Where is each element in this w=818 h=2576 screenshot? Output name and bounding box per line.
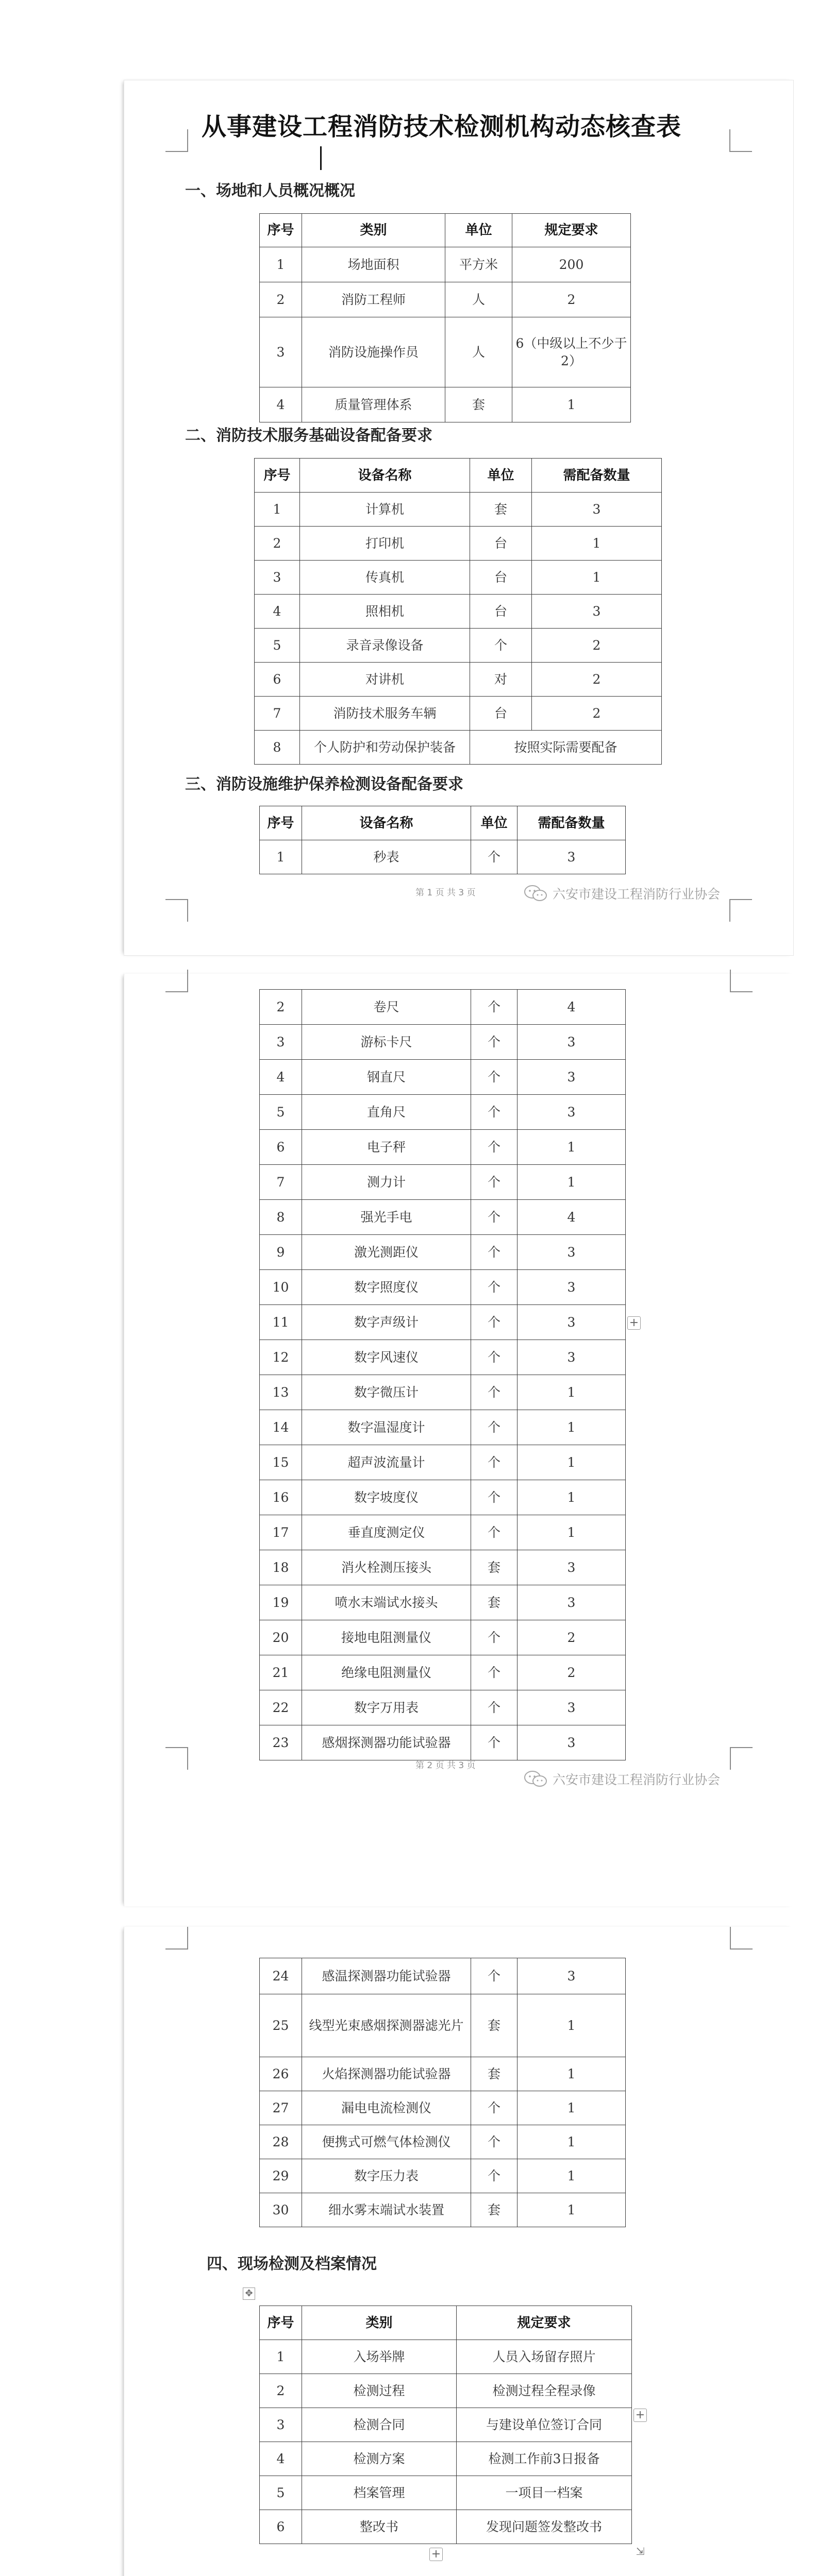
- column-header: 序号: [260, 2306, 302, 2340]
- table-cell: 14: [260, 1410, 302, 1445]
- crop-mark: [730, 1747, 753, 1770]
- table-cell: 3: [517, 1095, 626, 1130]
- table-cell: 个: [471, 1725, 517, 1760]
- site-inspection-table: [259, 2306, 632, 2544]
- table-cell: 16: [260, 1480, 302, 1515]
- table-cell: 套: [445, 387, 512, 422]
- table-cell: 200: [512, 247, 631, 282]
- table-cell: 4: [255, 595, 300, 629]
- table-cell: 10: [260, 1270, 302, 1305]
- table-row: [260, 2193, 626, 2227]
- table-cell: 个: [470, 629, 532, 663]
- table-cell: 卷尺: [302, 990, 471, 1025]
- table-row: [260, 1165, 626, 1200]
- watermark-text: 六安市建设工程消防行业协会: [553, 1772, 721, 1787]
- table-row: [260, 387, 631, 422]
- table-cell: 线型光束感烟探测器滤光片: [302, 1994, 471, 2057]
- table-cell: 3: [517, 840, 626, 874]
- page-number: 第 2 页 共 3 页: [415, 1760, 476, 1771]
- table-cell: 4: [260, 387, 302, 422]
- section-heading-3: 三、消防设施维护保养检测设备配备要求: [185, 775, 463, 793]
- table-cell: 5: [255, 629, 300, 663]
- table-row: [260, 1480, 626, 1515]
- page-3: [124, 1927, 794, 2576]
- table-cell: 3: [517, 1340, 626, 1375]
- watermark: [524, 1770, 720, 1788]
- table-cell: 15: [260, 1445, 302, 1480]
- column-header: 类别: [302, 214, 445, 247]
- table-cell: 人员入场留存照片: [457, 2340, 632, 2374]
- table-cell: 1: [512, 387, 631, 422]
- table-cell: 个: [471, 1130, 517, 1165]
- inspection-equipment-table-part3: [259, 1958, 626, 2227]
- column-header: 需配备数量: [517, 806, 626, 840]
- table-row: [260, 1340, 626, 1375]
- table-cell: 消防设施操作员: [302, 317, 445, 387]
- table-cell: 个: [471, 990, 517, 1025]
- table-cell: 3: [260, 317, 302, 387]
- table-header-row: [255, 459, 662, 493]
- table-row: [260, 2340, 632, 2374]
- table-cell: 3: [517, 1550, 626, 1585]
- table-cell: 漏电电流检测仪: [302, 2091, 471, 2125]
- table-cell: 1: [260, 840, 302, 874]
- table-cell: 套: [471, 1585, 517, 1620]
- wechat-icon: [524, 885, 547, 902]
- watermark: [524, 884, 720, 903]
- page-1: [124, 80, 794, 956]
- table-row: [260, 2159, 626, 2193]
- table-cell: 2: [512, 282, 631, 317]
- column-header: 序号: [255, 459, 300, 493]
- table-cell: 4: [260, 1060, 302, 1095]
- table-cell: 26: [260, 2057, 302, 2091]
- table-cell: 1: [255, 493, 300, 527]
- crop-mark: [165, 899, 188, 922]
- crop-mark: [729, 129, 752, 152]
- table-row: [260, 1690, 626, 1725]
- crop-mark: [165, 1747, 188, 1770]
- crop-mark: [165, 129, 188, 152]
- table-row: [260, 1305, 626, 1340]
- table-cell: 消火栓测压接头: [302, 1550, 471, 1585]
- table-cell: 个: [471, 1305, 517, 1340]
- table-cell: 对: [470, 663, 532, 697]
- table-cell: 个: [471, 1270, 517, 1305]
- crop-mark: [730, 970, 753, 992]
- table-cell: 检测过程全程录像: [457, 2374, 632, 2408]
- table-cell: 个: [471, 1165, 517, 1200]
- table-row: [255, 663, 662, 697]
- table-cell: 个: [471, 1620, 517, 1655]
- table-cell: 6: [260, 1130, 302, 1165]
- crop-mark: [165, 970, 188, 992]
- table-cell: 质量管理体系: [302, 387, 445, 422]
- column-header: 单位: [471, 806, 517, 840]
- table-cell: 1: [517, 1994, 626, 2057]
- table-cell: 11: [260, 1305, 302, 1340]
- table-cell: 个: [471, 1235, 517, 1270]
- table-cell: 数字温湿度计: [302, 1410, 471, 1445]
- table-cell: 数字坡度仪: [302, 1480, 471, 1515]
- table-cell: 1: [517, 2159, 626, 2193]
- table-cell: 台: [470, 527, 532, 561]
- table-cell: 12: [260, 1340, 302, 1375]
- table-move-handle[interactable]: [243, 2287, 255, 2300]
- section-heading-1: 一、场地和人员概况概况: [185, 182, 355, 200]
- table-cell: 1: [260, 2340, 302, 2374]
- table-row: [260, 1200, 626, 1235]
- inspection-equipment-table-part1: [259, 806, 626, 874]
- table-cell: 数字风速仪: [302, 1340, 471, 1375]
- table-row: [260, 2374, 632, 2408]
- table-cell: 6: [260, 2510, 302, 2544]
- table-cell: 打印机: [300, 527, 470, 561]
- crop-mark: [165, 1927, 188, 1950]
- table-cell: 秒表: [302, 840, 471, 874]
- table-cell: 4: [517, 1200, 626, 1235]
- table-cell: 24: [260, 1958, 302, 1994]
- table-cell: 喷水末端试水接头: [302, 1585, 471, 1620]
- column-header: 规定要求: [512, 214, 631, 247]
- table-cell: 2: [260, 990, 302, 1025]
- table-cell: 发现问题签发整改书: [457, 2510, 632, 2544]
- section-heading-4: 四、现场检测及档案情况: [207, 2255, 377, 2273]
- table-cell: 2: [517, 1655, 626, 1690]
- table-row: [260, 2442, 632, 2476]
- page-2: [124, 974, 794, 1906]
- table-cell: 个: [471, 1480, 517, 1515]
- basic-equipment-table: [254, 458, 662, 765]
- table-cell: 1: [517, 1375, 626, 1410]
- table-row: [260, 1655, 626, 1690]
- watermark-text: 六安市建设工程消防行业协会: [553, 887, 721, 902]
- table-cell: 数字微压计: [302, 1375, 471, 1410]
- table-cell: 感温探测器功能试验器: [302, 1958, 471, 1994]
- table-cell: 数字声级计: [302, 1305, 471, 1340]
- table-cell: 一项目一档案: [457, 2476, 632, 2510]
- table-cell: 22: [260, 1690, 302, 1725]
- table-cell: 检测方案: [302, 2442, 457, 2476]
- table-cell: 3: [517, 1235, 626, 1270]
- table-cell: 游标卡尺: [302, 1025, 471, 1060]
- table-row: [260, 1958, 626, 1994]
- table-cell: 1: [517, 1480, 626, 1515]
- table-row: [260, 1585, 626, 1620]
- column-header: 单位: [445, 214, 512, 247]
- table-cell: 与建设单位签订合同: [457, 2408, 632, 2442]
- table-cell: 3: [532, 595, 662, 629]
- table-cell: 接地电阻测量仪: [302, 1620, 471, 1655]
- table-row: [260, 1060, 626, 1095]
- document-title: 从事建设工程消防技术检测机构动态核查表: [202, 112, 682, 141]
- table-row: [255, 629, 662, 663]
- table-cell: 6: [255, 663, 300, 697]
- table-cell: 7: [260, 1165, 302, 1200]
- table-cell: 场地面积: [302, 247, 445, 282]
- table-row: [255, 561, 662, 595]
- table-cell: 13: [260, 1375, 302, 1410]
- table-row: [260, 282, 631, 317]
- table-row: [255, 697, 662, 731]
- table-cell: 个: [471, 840, 517, 874]
- table-row: [260, 1445, 626, 1480]
- column-header: 规定要求: [457, 2306, 632, 2340]
- site-personnel-table: [259, 213, 631, 422]
- table-cell: 对讲机: [300, 663, 470, 697]
- table-cell: 检测过程: [302, 2374, 457, 2408]
- table-cell: 消防工程师: [302, 282, 445, 317]
- table-row: [260, 840, 626, 874]
- table-row: [260, 1025, 626, 1060]
- table-cell: 25: [260, 1994, 302, 2057]
- table-cell: 个: [471, 1025, 517, 1060]
- table-cell: 电子秤: [302, 1130, 471, 1165]
- table-row: [260, 1095, 626, 1130]
- table-row: [260, 2476, 632, 2510]
- table-cell: 整改书: [302, 2510, 457, 2544]
- page-number: 第 1 页 共 3 页: [415, 888, 476, 898]
- table-cell: 入场举牌: [302, 2340, 457, 2374]
- table-row: [255, 595, 662, 629]
- table-cell: 2: [532, 663, 662, 697]
- column-header: 单位: [470, 459, 532, 493]
- add-column-button[interactable]: +: [627, 1316, 641, 1330]
- table-cell: 个: [471, 1375, 517, 1410]
- table-cell: 台: [470, 595, 532, 629]
- table-row: [260, 1410, 626, 1445]
- table-cell: 检测工作前3日报备: [457, 2442, 632, 2476]
- table-cell: 1: [517, 1410, 626, 1445]
- text-cursor: [320, 146, 322, 170]
- table-cell: 录音录像设备: [300, 629, 470, 663]
- table-cell: 6（中级以上不少于2）: [512, 317, 631, 387]
- table-row: [260, 2057, 626, 2091]
- table-cell: 20: [260, 1620, 302, 1655]
- table-cell: 3: [260, 1025, 302, 1060]
- table-cell: 3: [517, 1270, 626, 1305]
- table-row: [260, 2510, 632, 2544]
- crop-mark: [729, 899, 752, 922]
- inspection-equipment-table-part2: [259, 989, 626, 1760]
- table-row: [260, 1270, 626, 1305]
- table-cell: 8: [260, 1200, 302, 1235]
- table-row: [260, 1235, 626, 1270]
- table-cell: 照相机: [300, 595, 470, 629]
- table-cell: 4: [517, 990, 626, 1025]
- table-row: [255, 527, 662, 561]
- table-row: [260, 1550, 626, 1585]
- table-row: [260, 1515, 626, 1550]
- table-cell: 1: [517, 1165, 626, 1200]
- table-cell: 个: [471, 1958, 517, 1994]
- table-cell: 个: [471, 2125, 517, 2159]
- table-cell: 2: [260, 282, 302, 317]
- table-cell: 计算机: [300, 493, 470, 527]
- table-cell: 套: [471, 1550, 517, 1585]
- table-cell: 个: [471, 1515, 517, 1550]
- table-row: [260, 990, 626, 1025]
- column-header: 设备名称: [300, 459, 470, 493]
- table-cell: 7: [255, 697, 300, 731]
- table-cell: 3: [517, 1958, 626, 1994]
- table-cell: 套: [471, 2057, 517, 2091]
- table-row: [260, 247, 631, 282]
- table-cell: 个: [471, 1200, 517, 1235]
- table-cell: 个: [471, 1095, 517, 1130]
- table-cell: 人: [445, 317, 512, 387]
- crop-mark: [730, 1927, 753, 1950]
- table-cell: 钢直尺: [302, 1060, 471, 1095]
- table-cell: 个: [471, 2091, 517, 2125]
- table-cell: 28: [260, 2125, 302, 2159]
- table-cell: 1: [517, 1130, 626, 1165]
- table-row: [260, 1620, 626, 1655]
- table-cell: 23: [260, 1725, 302, 1760]
- table-cell: 直角尺: [302, 1095, 471, 1130]
- table-cell: 测力计: [302, 1165, 471, 1200]
- add-row-button[interactable]: +: [429, 2548, 443, 2561]
- table-cell: 29: [260, 2159, 302, 2193]
- table-cell: 1: [260, 247, 302, 282]
- table-cell: 便携式可燃气体检测仪: [302, 2125, 471, 2159]
- table-cell: 3: [517, 1025, 626, 1060]
- table-cell: 1: [517, 2091, 626, 2125]
- column-header: 需配备数量: [532, 459, 662, 493]
- table-cell: 垂直度测定仪: [302, 1515, 471, 1550]
- column-header: 序号: [260, 214, 302, 247]
- table-cell: 细水雾末端试水装置: [302, 2193, 471, 2227]
- table-row: [260, 2125, 626, 2159]
- add-column-button[interactable]: +: [633, 2409, 647, 2422]
- table-cell: 1: [517, 2057, 626, 2091]
- section-heading-2: 二、消防技术服务基础设备配备要求: [185, 427, 432, 445]
- column-header: 类别: [302, 2306, 457, 2340]
- move-icon: ✥: [245, 2288, 253, 2299]
- table-cell: 个: [471, 1690, 517, 1725]
- table-cell: 3: [260, 2408, 302, 2442]
- table-cell: 5: [260, 1095, 302, 1130]
- table-cell: 档案管理: [302, 2476, 457, 2510]
- table-cell: 3: [517, 1060, 626, 1095]
- table-cell: 3: [517, 1305, 626, 1340]
- table-cell: 个: [471, 1410, 517, 1445]
- table-cell: 按照实际需要配备: [470, 731, 662, 765]
- table-cell: 1: [517, 1515, 626, 1550]
- table-cell: 套: [471, 1994, 517, 2057]
- table-cell: 套: [471, 2193, 517, 2227]
- table-cell: 人: [445, 282, 512, 317]
- table-cell: 台: [470, 697, 532, 731]
- table-cell: 台: [470, 561, 532, 595]
- table-cell: 1: [517, 2193, 626, 2227]
- table-cell: 3: [517, 1725, 626, 1760]
- table-cell: 1: [532, 561, 662, 595]
- table-row: [255, 493, 662, 527]
- table-cell: 3: [517, 1690, 626, 1725]
- table-cell: 数字压力表: [302, 2159, 471, 2193]
- table-cell: 数字万用表: [302, 1690, 471, 1725]
- table-cell: 个人防护和劳动保护装备: [300, 731, 470, 765]
- table-cell: 感烟探测器功能试验器: [302, 1725, 471, 1760]
- table-cell: 绝缘电阻测量仪: [302, 1655, 471, 1690]
- table-cell: 火焰探测器功能试验器: [302, 2057, 471, 2091]
- column-header: 设备名称: [302, 806, 471, 840]
- table-cell: 个: [471, 2159, 517, 2193]
- table-cell: 19: [260, 1585, 302, 1620]
- table-row: [260, 1375, 626, 1410]
- table-row: [260, 1994, 626, 2057]
- table-cell: 2: [260, 2374, 302, 2408]
- table-cell: 套: [470, 493, 532, 527]
- table-cell: 检测合同: [302, 2408, 457, 2442]
- table-row: [255, 731, 662, 765]
- column-header: 序号: [260, 806, 302, 840]
- table-cell: 消防技术服务车辆: [300, 697, 470, 731]
- table-cell: 平方米: [445, 247, 512, 282]
- table-cell: 4: [260, 2442, 302, 2476]
- table-cell: 超声波流量计: [302, 1445, 471, 1480]
- table-cell: 5: [260, 2476, 302, 2510]
- table-row: [260, 1725, 626, 1760]
- table-cell: 激光测距仪: [302, 1235, 471, 1270]
- table-cell: 8: [255, 731, 300, 765]
- table-row: [260, 2408, 632, 2442]
- table-cell: 21: [260, 1655, 302, 1690]
- table-cell: 1: [532, 527, 662, 561]
- resize-icon: ⇲: [636, 2545, 645, 2557]
- table-cell: 2: [532, 629, 662, 663]
- table-cell: 2: [532, 697, 662, 731]
- table-header-row: [260, 2306, 632, 2340]
- table-cell: 个: [471, 1340, 517, 1375]
- table-cell: 30: [260, 2193, 302, 2227]
- table-cell: 1: [517, 2125, 626, 2159]
- table-cell: 强光手电: [302, 1200, 471, 1235]
- table-header-row: [260, 214, 631, 247]
- table-cell: 个: [471, 1445, 517, 1480]
- table-cell: 2: [255, 527, 300, 561]
- table-cell: 3: [255, 561, 300, 595]
- wechat-icon: [524, 1770, 547, 1788]
- table-cell: 18: [260, 1550, 302, 1585]
- table-cell: 1: [517, 1445, 626, 1480]
- table-cell: 9: [260, 1235, 302, 1270]
- table-cell: 3: [517, 1585, 626, 1620]
- table-cell: 数字照度仪: [302, 1270, 471, 1305]
- table-row: [260, 317, 631, 387]
- table-cell: 3: [532, 493, 662, 527]
- table-row: [260, 1130, 626, 1165]
- table-resize-handle[interactable]: [635, 2546, 646, 2557]
- table-row: [260, 2091, 626, 2125]
- table-cell: 个: [471, 1060, 517, 1095]
- table-cell: 17: [260, 1515, 302, 1550]
- table-header-row: [260, 806, 626, 840]
- table-cell: 27: [260, 2091, 302, 2125]
- table-cell: 传真机: [300, 561, 470, 595]
- table-cell: 个: [471, 1655, 517, 1690]
- table-cell: 2: [517, 1620, 626, 1655]
